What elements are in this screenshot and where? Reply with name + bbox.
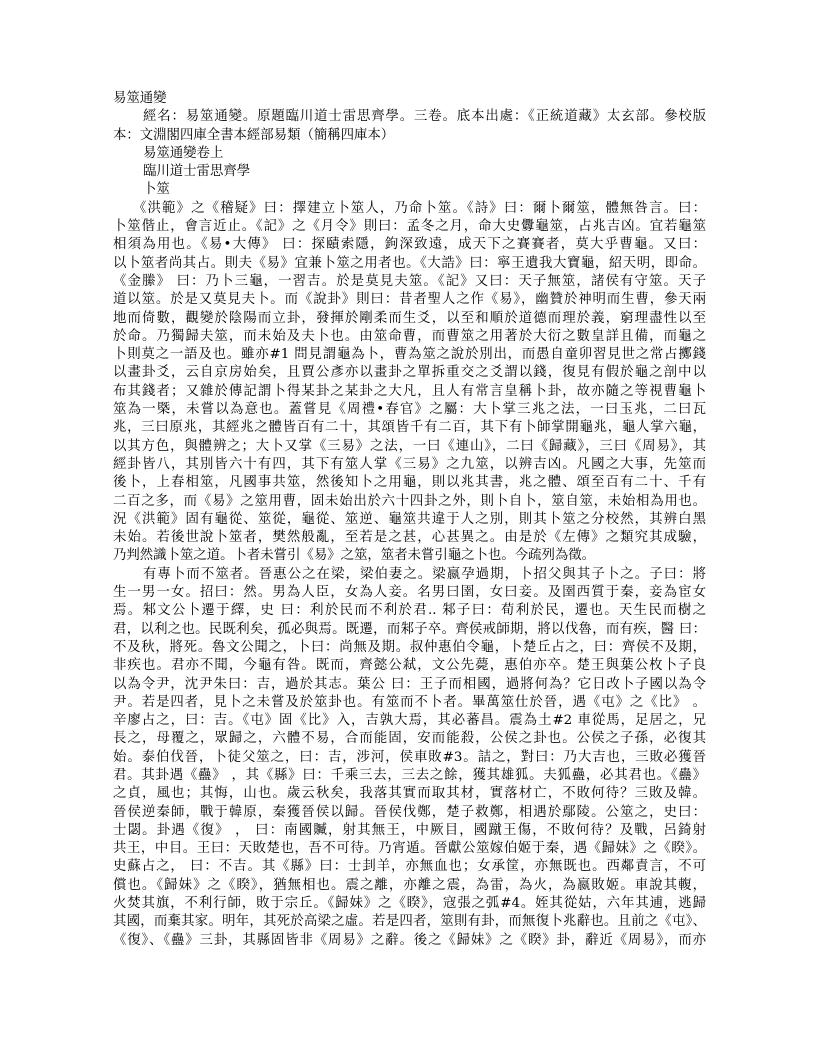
- text-line: 史蘇占之， 曰：不吉。其《縣》曰：士刲羊，亦無血也；女承筐，亦無既也。西鄰責言，不可: [113, 859, 706, 875]
- text-line: 以為令尹，沈尹朱曰：吉，過於其志。葉公 曰：王子而相國，過將何為？它日改卜子國以為令: [113, 676, 706, 692]
- text-line: 尹。若是四者，見卜之未嘗及於筮卦也。有筮而不卜者。畢萬筮仕於晉，遇《屯》之《比》 。: [113, 694, 706, 710]
- text-line: 經名：易筮通變。原題臨川道士雷思齊學。三卷。底本出處：《正統道藏》太玄部。參校版: [143, 109, 706, 125]
- text-line: 《金縢》 曰：乃卜三龜，一習吉。於是莫見夫筮。《記》又曰：天子無筮，諸侯有守筮。天子: [113, 273, 706, 289]
- text-line: 地而倚數，觀變於陰陽而立卦，發揮於剛柔而生爻，以至和順於道德而理於義，窮理盡性以至: [113, 310, 706, 326]
- text-line: 易筮通變卷上: [143, 145, 224, 161]
- text-line: 於命。乃獨歸夫筮，而未始及夫卜也。由筮命曹，而曹筮之用著於大衍之數皇詳且備，而龜之: [113, 328, 706, 344]
- text-line: 相須為用也。《易•大傳》 曰：探賾索隱，鉤深致遠，成天下之賽賽者，莫大乎曹龜。又曰：: [113, 237, 706, 253]
- text-line: 後卜，上春相筮，凡國事共筮，然後知卜之用龜，則以兆其書，兆之體、頌至百有二十、千有: [113, 475, 706, 491]
- text-block: [113, 90, 706, 950]
- text-line: 布其錢者；又雜於傳記謂卜得某卦之某卦之大凡，且人有常言皇稱卜卦，故亦隨之等視曹龜卜: [113, 383, 706, 399]
- text-line: 長之，母覆之，眾歸之，六體不易，合而能固，安而能殺，公侯之卦也。公侯之子孫，必復其: [113, 731, 706, 747]
- text-line: 非疾也。君亦不聞，今龜有咎。既而，齊懿公弒，文公先薨，惠伯亦卒。楚王與葉公枚卜子良: [113, 658, 706, 674]
- text-line: 以卜筮者尚其占。則夫《易》宜兼卜筮之用者也。《大誥》曰：寧王遺我大寶龜，紹天明，即命。: [113, 255, 706, 271]
- text-line: 二百之多，而《易》之筮用曹，固未始出於六十四卦之外，則卜自卜，筮自筮，未始相為用也。: [113, 493, 706, 509]
- text-line: 乃判然識卜筮之道。卜者未嘗引《易》之筮，筮者未嘗引龜之卜也。今疏列為徵。: [113, 548, 596, 564]
- text-line: 君，以利之也。民既利矣，孤必與焉。既遷，而邾子卒。齊侯戒師期，將以伐魯，而有疾，醫 曰：: [113, 621, 706, 637]
- text-line: 君。其卦遇《蠱》 ，其《縣》曰：千乘三去，三去之餘，獲其雄狐。夫狐蠱，必其君也。《蠱》: [113, 767, 706, 783]
- text-line: 始。泰伯伐晉，卜徒父筮之，曰：吉，涉河，侯車敗#3。詰之，對曰：乃大吉也，三敗必獲晉: [113, 749, 706, 765]
- text-line: 卜筮: [143, 182, 170, 198]
- text-line: 兆，三曰原兆，其經兆之體皆百有二十，其頌皆千有二百，其下有卜師掌開龜兆，龜人掌六龜，: [113, 420, 706, 436]
- text-line: 辛廖占之，曰：吉。《屯》固《比》入，吉孰大焉，其必蕃昌。震為土#2 車從馬，足居之，兄: [113, 713, 706, 729]
- text-line: 況《洪範》固有龜從、筮從，龜從、筮逆、龜筮共違于人之別，則其卜筮之分校然，其辨白黑: [113, 511, 706, 527]
- text-line: 《洪範》之《稽疑》曰：擇建立卜筮人，乃命卜筮。《詩》曰：爾卜爾筮，體無咎言。曰：: [133, 200, 706, 216]
- text-line: 火焚其旗，不利行師，敗于宗丘。《歸妹》之《睽》，寇張之弧#4。姪其從姑，六年其逋，逃歸: [113, 896, 706, 912]
- text-line: 焉。邾文公卜遷于繹，史 曰：利於民而不利於君.. 邾子曰：荀利於民，遷也。天生民而樹之: [113, 603, 706, 619]
- text-line: 卜筮偕止，會言近止。《記》之《月令》則曰：孟冬之月，命大史釁龜筮，占兆吉凶。宜若龜筮: [113, 219, 706, 235]
- text-line: 共王，中目。王曰：天敗楚也，吾不可待。乃宵遁。晉獻公筮嫁伯姬于秦，遇《歸妹》之《睽》。: [113, 841, 706, 857]
- text-line: 《復》、《蠱》三卦，其縣固皆非《周易》之辭。後之《歸妹》之《睽》卦，辭近《周易》，而亦: [113, 932, 706, 948]
- text-line: 晉侯逆秦師，戰于韓原，秦獲晉侯以歸。晉侯伐鄭，楚子救鄭，相遇於鄢陵。公筮之，史曰：: [113, 804, 706, 820]
- text-line: 筮為一槩，未嘗以為意也。蓋嘗見《周禮•春官》之屬：大卜掌三兆之法，一曰玉兆，二曰瓦: [113, 402, 706, 418]
- text-line: 其國，而棄其家。明年，其死於高梁之虛。若是四者，筮則有卦，而無復卜兆辭也。且前之《屯》、: [113, 914, 706, 930]
- text-line: 臨川道士雷思齊學: [143, 164, 251, 180]
- text-line: 卜則莫之一語及也。雖亦#1 問見謂龜為卜，曹為筮之說於別出，而愚自童卯習見世之常占擲錢: [113, 347, 706, 363]
- text-line: 士閟。卦遇《復》 ， 曰：南國贓，射其無王，中厥目，國蹴王傷，不敗何待？及戰，呂錡射: [113, 822, 706, 838]
- text-line: 生一男一女。招曰：然。男為人臣，女為人妾。名男曰圉，女曰妾。及圉西質于秦，妾為宦女: [113, 585, 706, 601]
- text-line: 道以筮。於是又莫見夫卜。而《說卦》則曰：昔者聖人之作《易》，幽贊於神明而生曹，參天兩: [113, 292, 706, 308]
- text-line: 經卦皆八，其別皆六十有四，其下有筮人掌《三易》之九筮，以辨吉凶。凡國之大事，先筮而: [113, 456, 706, 472]
- text-line: 償也。《歸妹》之《睽》，猶無相也。震之離，亦離之震，為雷，為火，為嬴敗姬。車說其輹，: [113, 877, 706, 893]
- text-line: 之貞，風也；其悔，山也。歲云秋矣，我落其實而取其材，實落材亡，不敗何待？三敗及韓。: [113, 786, 706, 802]
- text-line: 不及秋，將死。魯文公聞之，卜曰：尚無及期。叔仲惠伯令龜，卜楚丘占之，曰：齊侯不及期，: [113, 639, 706, 655]
- text-line: 有專卜而不筮者。晉惠公之在梁，梁伯妻之。梁嬴孕過期，卜招父與其子卜之。子曰：將: [143, 566, 706, 582]
- text-line: 本：文淵閣四庫全書本經部易類（簡稱四庫本）: [113, 127, 395, 143]
- text-line: 以畫卦爻，云自京房始矣，且賈公彥亦以畫卦之單拆重交之爻謂以錢，復見有假於龜之剖中以: [113, 365, 706, 381]
- text-line: 以其方色，與體辨之；大卜又掌《三易》之法，一曰《連山》，二曰《歸藏》，三曰《周易》，其: [113, 438, 706, 454]
- text-line: 未始。若後世說卜筮者，樊然般亂，至若是之甚，心甚異之。由是於《左傳》之類究其成驗，: [113, 530, 706, 546]
- text-line: 易筮通變: [113, 91, 167, 106]
